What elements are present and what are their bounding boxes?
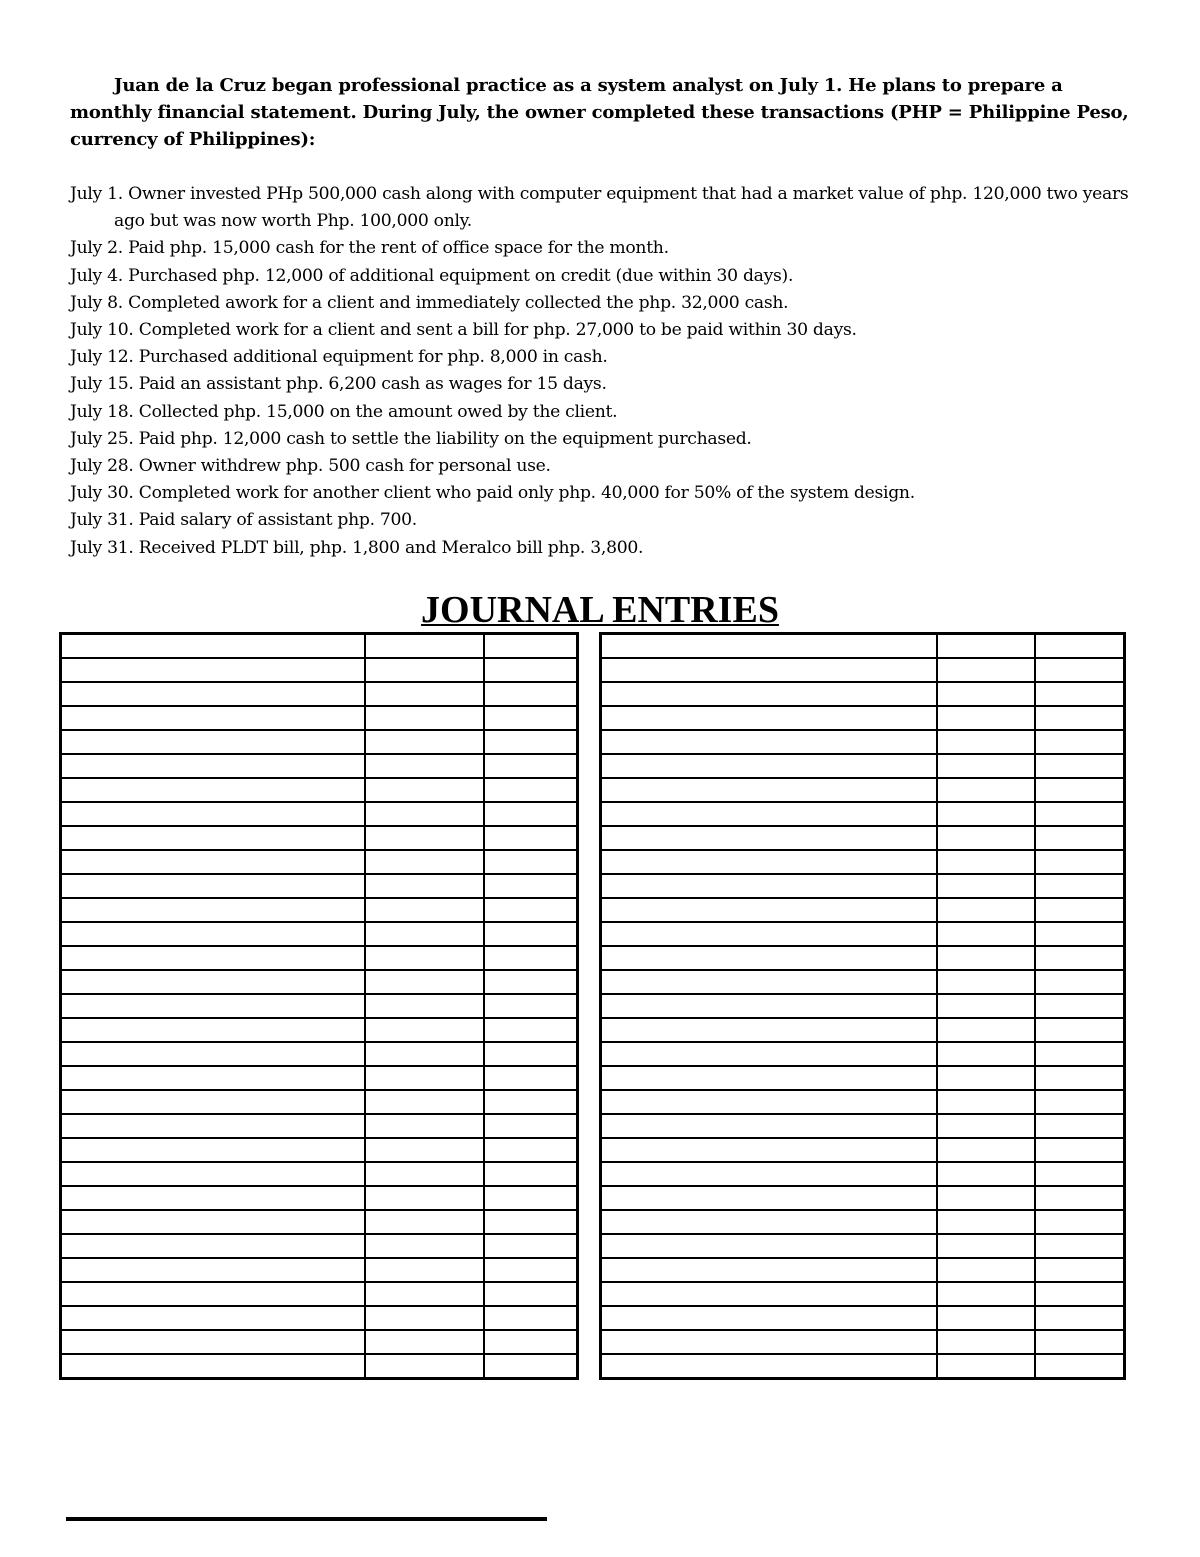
debit-cell[interactable] [365,1138,484,1162]
credit-cell[interactable] [1035,922,1125,946]
debit-cell[interactable] [365,1330,484,1354]
account-cell[interactable] [61,850,365,874]
journal-row [61,1186,578,1210]
credit-cell[interactable] [484,970,578,994]
debit-cell[interactable] [365,802,484,826]
debit-cell[interactable] [937,922,1035,946]
debit-cell[interactable] [365,706,484,730]
journal-row [61,1090,578,1114]
journal-row [601,1042,1125,1066]
debit-cell[interactable] [365,1354,484,1379]
credit-cell[interactable] [1035,1114,1125,1138]
transaction-item: July 1. Owner invested PHp 500,000 cash along with computer equipment that had a market value of php. 120,000 two years ago but was now worth Php. 100,000 only. [70,184,1129,232]
credit-cell[interactable] [484,946,578,970]
account-cell[interactable] [601,778,937,802]
debit-cell[interactable] [365,1066,484,1090]
debit-cell[interactable] [365,1234,484,1258]
debit-cell[interactable] [937,1138,1035,1162]
debit-cell[interactable] [365,1090,484,1114]
account-cell[interactable] [601,1090,937,1114]
journal-row [601,778,1125,802]
journal-row [61,1306,578,1330]
account-cell[interactable] [61,802,365,826]
journal-row [61,922,578,946]
transaction-item: July 28. Owner withdrew php. 500 cash for personal use. [70,456,551,477]
debit-cell[interactable] [365,946,484,970]
debit-cell[interactable] [937,994,1035,1018]
transaction-list [70,181,1150,562]
debit-cell[interactable] [365,682,484,706]
debit-cell[interactable] [365,1186,484,1210]
debit-cell[interactable] [937,706,1035,730]
credit-cell[interactable] [1035,994,1125,1018]
credit-cell[interactable] [1035,682,1125,706]
account-cell[interactable] [601,850,937,874]
journal-row [601,1258,1125,1282]
credit-cell[interactable] [1035,1042,1125,1066]
debit-cell[interactable] [937,1114,1035,1138]
credit-cell[interactable] [1035,754,1125,778]
journal-row [601,634,1125,659]
account-cell[interactable] [61,1042,365,1066]
debit-cell[interactable] [365,1114,484,1138]
journal-row [61,994,578,1018]
credit-cell[interactable] [1035,1210,1125,1234]
credit-cell[interactable] [1035,850,1125,874]
journal-row [61,706,578,730]
journal-row [61,850,578,874]
credit-cell[interactable] [484,850,578,874]
credit-cell[interactable] [1035,802,1125,826]
debit-cell[interactable] [937,1330,1035,1354]
credit-cell[interactable] [484,1042,578,1066]
credit-cell[interactable] [484,1354,578,1379]
journal-row [61,1354,578,1379]
account-cell[interactable] [601,634,937,659]
journal-row [601,970,1125,994]
journal-row [61,634,578,659]
credit-cell[interactable] [1035,970,1125,994]
credit-cell[interactable] [1035,706,1125,730]
credit-cell[interactable] [484,922,578,946]
credit-cell[interactable] [484,898,578,922]
journal-row [601,1354,1125,1379]
debit-cell[interactable] [937,1162,1035,1186]
credit-cell[interactable] [484,1018,578,1042]
account-cell[interactable] [601,1066,937,1090]
credit-cell[interactable] [484,1282,578,1306]
credit-cell[interactable] [1035,1306,1125,1330]
journal-row [601,1282,1125,1306]
debit-cell[interactable] [937,754,1035,778]
journal-row [61,778,578,802]
transaction-item: July 30. Completed work for another client who paid only php. 40,000 for 50% of the system design. [70,483,915,504]
account-cell[interactable] [61,1066,365,1090]
credit-cell[interactable] [484,1234,578,1258]
account-cell[interactable] [601,1210,937,1234]
debit-cell[interactable] [937,1186,1035,1210]
credit-cell[interactable] [1035,1162,1125,1186]
credit-cell[interactable] [484,730,578,754]
credit-cell[interactable] [1035,778,1125,802]
credit-cell[interactable] [1035,1186,1125,1210]
account-cell[interactable] [601,1162,937,1186]
journal-row [601,826,1125,850]
transaction-item: July 25. Paid php. 12,000 cash to settle the liability on the equipment purchased. [70,428,752,449]
debit-cell[interactable] [937,730,1035,754]
debit-cell[interactable] [365,1018,484,1042]
credit-cell[interactable] [484,1114,578,1138]
account-cell[interactable] [601,922,937,946]
journal-row [601,1210,1125,1234]
account-cell[interactable] [61,1354,365,1379]
account-cell[interactable] [601,1186,937,1210]
journal-row [61,1234,578,1258]
journal-row [61,730,578,754]
credit-cell[interactable] [484,682,578,706]
transaction-item: July 18. Collected php. 15,000 on the amount owed by the client. [70,401,618,422]
journal-row [601,682,1125,706]
journal-entries-heading: JOURNAL ENTRIES [421,589,779,631]
debit-cell[interactable] [365,1282,484,1306]
debit-cell[interactable] [937,658,1035,682]
credit-cell[interactable] [484,826,578,850]
journal-row [61,874,578,898]
debit-cell[interactable] [937,682,1035,706]
journal-row [601,730,1125,754]
journal-row [61,898,578,922]
transaction-item: July 31. Paid salary of assistant php. 700. [70,510,417,531]
debit-cell[interactable] [365,1210,484,1234]
journal-row [61,1018,578,1042]
journal-row [601,874,1125,898]
credit-cell[interactable] [484,706,578,730]
account-cell[interactable] [61,1258,365,1282]
credit-cell[interactable] [1035,1258,1125,1282]
credit-cell[interactable] [484,802,578,826]
journal-row [61,970,578,994]
journal-row [601,994,1125,1018]
journal-row [601,802,1125,826]
journal-row [601,754,1125,778]
debit-cell[interactable] [365,634,484,659]
journal-row [601,1162,1125,1186]
credit-cell[interactable] [484,634,578,659]
account-cell[interactable] [61,1234,365,1258]
journal-right-body [601,634,1125,1379]
journal-row [601,1186,1125,1210]
debit-cell[interactable] [365,778,484,802]
credit-cell[interactable] [484,1210,578,1234]
journal-row [61,1066,578,1090]
account-cell[interactable] [601,682,937,706]
transaction-item: July 4. Purchased php. 12,000 of additional equipment on credit (due within 30 days). [70,265,794,286]
journal-row [61,946,578,970]
debit-cell[interactable] [937,1210,1035,1234]
journal-row [601,706,1125,730]
account-cell[interactable] [601,754,937,778]
credit-cell[interactable] [1035,1330,1125,1354]
account-cell[interactable] [61,1162,365,1186]
debit-cell[interactable] [937,1018,1035,1042]
journal-row [601,898,1125,922]
journal-row [61,754,578,778]
debit-cell[interactable] [937,1354,1035,1379]
account-cell[interactable] [61,1114,365,1138]
journal-row [61,1210,578,1234]
credit-cell[interactable] [1035,1354,1125,1379]
debit-cell[interactable] [937,778,1035,802]
credit-cell[interactable] [484,1330,578,1354]
account-cell[interactable] [601,1018,937,1042]
journal-row [61,1114,578,1138]
journal-row [601,1066,1125,1090]
account-cell[interactable] [601,1258,937,1282]
debit-cell[interactable] [937,970,1035,994]
debit-cell[interactable] [937,1042,1035,1066]
journal-row [601,1138,1125,1162]
account-cell[interactable] [61,1282,365,1306]
credit-cell[interactable] [484,874,578,898]
account-cell[interactable] [601,1138,937,1162]
journal-table-left [59,632,579,1380]
account-cell[interactable] [601,1306,937,1330]
transaction-item: July 31. Received PLDT bill, php. 1,800 and Meralco bill php. 3,800. [70,537,644,558]
account-cell[interactable] [601,1330,937,1354]
journal-row [601,922,1125,946]
debit-cell[interactable] [365,874,484,898]
account-cell[interactable] [601,1282,937,1306]
journal-row [601,850,1125,874]
account-cell[interactable] [61,658,365,682]
transaction-item: July 15. Paid an assistant php. 6,200 cash as wages for 15 days. [70,374,607,395]
account-cell[interactable] [601,1354,937,1379]
debit-cell[interactable] [937,1306,1035,1330]
journal-row [601,1306,1125,1330]
debit-cell[interactable] [937,1090,1035,1114]
credit-cell[interactable] [484,1306,578,1330]
credit-cell[interactable] [484,1162,578,1186]
credit-cell[interactable] [1035,1090,1125,1114]
account-cell[interactable] [61,994,365,1018]
debit-cell[interactable] [937,826,1035,850]
debit-cell[interactable] [365,922,484,946]
journal-row [61,1258,578,1282]
debit-cell[interactable] [937,1282,1035,1306]
debit-cell[interactable] [365,1162,484,1186]
debit-cell[interactable] [365,970,484,994]
account-cell[interactable] [61,730,365,754]
account-cell[interactable] [601,994,937,1018]
account-cell[interactable] [601,874,937,898]
debit-cell[interactable] [937,850,1035,874]
debit-cell[interactable] [365,1042,484,1066]
credit-cell[interactable] [1035,634,1125,659]
transaction-item: July 8. Completed awork for a client and immediately collected the php. 32,000 cash. [70,292,789,313]
debit-cell[interactable] [365,898,484,922]
journal-table-right [599,632,1126,1380]
credit-cell[interactable] [1035,1018,1125,1042]
account-cell[interactable] [601,946,937,970]
credit-cell[interactable] [484,1138,578,1162]
journal-row [61,1330,578,1354]
credit-cell[interactable] [484,1258,578,1282]
debit-cell[interactable] [937,946,1035,970]
account-cell[interactable] [61,682,365,706]
credit-cell[interactable] [484,778,578,802]
journal-row [601,1114,1125,1138]
journal-row [61,1282,578,1306]
credit-cell[interactable] [484,1090,578,1114]
journal-row [601,1330,1125,1354]
credit-cell[interactable] [1035,658,1125,682]
account-cell[interactable] [61,874,365,898]
account-cell[interactable] [601,658,937,682]
account-cell[interactable] [61,754,365,778]
account-cell[interactable] [61,1306,365,1330]
journal-row [601,1090,1125,1114]
debit-cell[interactable] [937,634,1035,659]
account-cell[interactable] [61,706,365,730]
debit-cell[interactable] [365,1306,484,1330]
credit-cell[interactable] [484,994,578,1018]
journal-row [61,658,578,682]
debit-cell[interactable] [365,826,484,850]
credit-cell[interactable] [484,1186,578,1210]
signature-line [66,1517,547,1521]
journal-row [601,946,1125,970]
transaction-item: July 10. Completed work for a client and sent a bill for php. 27,000 to be paid within 30 days. [70,320,857,341]
credit-cell[interactable] [1035,1066,1125,1090]
account-cell[interactable] [61,1186,365,1210]
account-cell[interactable] [61,1138,365,1162]
debit-cell[interactable] [937,874,1035,898]
account-cell[interactable] [601,898,937,922]
account-cell[interactable] [601,730,937,754]
account-cell[interactable] [61,922,365,946]
journal-row [61,826,578,850]
journal-row [61,1138,578,1162]
debit-cell[interactable] [365,754,484,778]
journal-row [61,682,578,706]
credit-cell[interactable] [1035,1282,1125,1306]
debit-cell[interactable] [365,850,484,874]
transaction-item: July 12. Purchased additional equipment for php. 8,000 in cash. [70,347,608,368]
debit-cell[interactable] [937,1258,1035,1282]
credit-cell[interactable] [1035,946,1125,970]
credit-cell[interactable] [484,1066,578,1090]
debit-cell[interactable] [365,658,484,682]
problem-statement: Juan de la Cruz began professional practice as a system analyst on July 1. He plans to prepare a monthly financial statement. During July, the owner completed these transactions (PHP = Philippine Peso, currency of Philippines): [70,75,1129,150]
account-cell[interactable] [61,970,365,994]
debit-cell[interactable] [365,994,484,1018]
account-cell[interactable] [61,946,365,970]
credit-cell[interactable] [1035,826,1125,850]
debit-cell[interactable] [365,1258,484,1282]
journal-row [601,658,1125,682]
journal-row [601,1234,1125,1258]
account-cell[interactable] [61,898,365,922]
account-cell[interactable] [601,802,937,826]
credit-cell[interactable] [484,754,578,778]
account-cell[interactable] [61,778,365,802]
debit-cell[interactable] [937,802,1035,826]
journal-row [601,1018,1125,1042]
account-cell[interactable] [601,1042,937,1066]
account-cell[interactable] [601,826,937,850]
account-cell[interactable] [61,1018,365,1042]
debit-cell[interactable] [937,1066,1035,1090]
account-cell[interactable] [601,1234,937,1258]
credit-cell[interactable] [1035,874,1125,898]
credit-cell[interactable] [484,658,578,682]
journal-row [61,1042,578,1066]
debit-cell[interactable] [365,730,484,754]
account-cell[interactable] [601,706,937,730]
credit-cell[interactable] [1035,1138,1125,1162]
account-cell[interactable] [61,1210,365,1234]
account-cell[interactable] [61,826,365,850]
account-cell[interactable] [601,970,937,994]
account-cell[interactable] [61,634,365,659]
account-cell[interactable] [61,1330,365,1354]
credit-cell[interactable] [1035,730,1125,754]
journal-row [61,1162,578,1186]
transaction-item: July 2. Paid php. 15,000 cash for the rent of office space for the month. [70,238,669,259]
debit-cell[interactable] [937,1234,1035,1258]
account-cell[interactable] [601,1114,937,1138]
credit-cell[interactable] [1035,1234,1125,1258]
journal-left-body [61,634,578,1379]
credit-cell[interactable] [1035,898,1125,922]
debit-cell[interactable] [937,898,1035,922]
journal-row [61,802,578,826]
account-cell[interactable] [61,1090,365,1114]
